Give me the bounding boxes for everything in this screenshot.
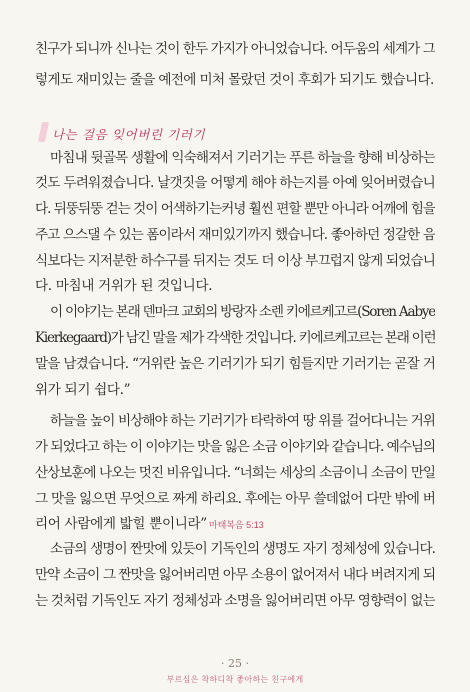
body-text-line: 소금의 생명이 짠맛에 있듯이 기독인의 생명도 자기 정체성에 있습니다. xyxy=(50,541,435,557)
body-text-line: 다. 뒤뚱뒤뚱 걷는 것이 어색하기는커녕 훨씬 편할 뿐만 아니라 어깨에 힘을 xyxy=(35,201,435,217)
heading-highlight-mark xyxy=(38,122,49,142)
page-number: · 25 · xyxy=(221,657,249,670)
body-text-line: 식보다는 지저분한 하수구를 뒤지는 것도 더 이상 부끄럽지 않게 되었습니 xyxy=(35,253,435,269)
body-text-line: 이 이야기는 본래 덴마크 교회의 방랑자 소렌 키에르케고르(Soren Aabye xyxy=(50,304,435,320)
body-text-line xyxy=(35,515,435,535)
body-text-line: 는 것처럼 기독인도 자기 정체성과 소명을 잃어버리면 아무 영향력이 없는 xyxy=(35,593,435,609)
body-text-line: 마침내 뒷골목 생활에 익숙해져서 기러기는 푸른 하늘을 향해 비상하는 xyxy=(50,150,435,166)
body-text-line: 주고 으스댈 수 있는 폼이라서 재미있기까지 했습니다. 좋아하던 정갈한 음 xyxy=(35,227,435,243)
body-text-line: 친구가 되니까 신나는 것이 한두 가지가 아니었습니다. 어두움의 세계가 그 xyxy=(35,41,435,57)
body-text-line: 하늘을 높이 비상해야 하는 기러기가 타락하여 땅 위를 걸어다니는 거위 xyxy=(50,413,435,429)
section-heading: 나는 걸음 잊어버린 기러기 xyxy=(52,127,206,142)
scripture-reference: 마태복음 5:13 xyxy=(208,520,264,530)
body-text-line: Kierkegaard)가 남긴 말을 제가 각색한 것입니다. 키에르케고르는 본래 이런 xyxy=(35,330,435,346)
body-text-line: 그 맛을 잃으면 무엇으로 짜게 하리요. 후에는 아무 쓸데없어 다만 밖에 버 xyxy=(35,491,435,507)
quote-text: 리어 사람에게 밟힐 뿐이니라” xyxy=(35,516,207,532)
body-text-line: 말을 남겼습니다. “거위란 높은 기러기가 되기 힘들지만 기러기는 곧잘 거 xyxy=(35,356,435,372)
body-text-line: 가 되었다고 하는 이 이야기는 맛을 잃은 소금 이야기와 같습니다. 예수님의 xyxy=(35,439,435,455)
body-text-line: 렇게도 재미있는 줄을 예전에 미처 몰랐던 것이 후회가 되기도 했습니다. xyxy=(35,72,434,88)
body-text-line: 다. 마침내 거위가 된 것입니다. xyxy=(35,278,213,294)
body-text-line: 것도 두려워졌습니다. 날갯짓을 어떻게 해야 하는지를 아예 잊어버렸습니 xyxy=(35,175,435,191)
running-footer-title: 부르심은 착하디착 좋아하는 친구에게 xyxy=(166,675,304,684)
body-text-line: 산상보훈에 나오는 멋진 비유입니다. “너희는 세상의 소금이니 소금이 만일 xyxy=(35,465,435,481)
body-text-line: 만약 소금이 그 짠맛을 잃어버리면 아무 소용이 없어져서 내다 버려지게 되 xyxy=(35,567,435,583)
body-text-line: 위가 되기 쉽다.” xyxy=(35,382,131,398)
